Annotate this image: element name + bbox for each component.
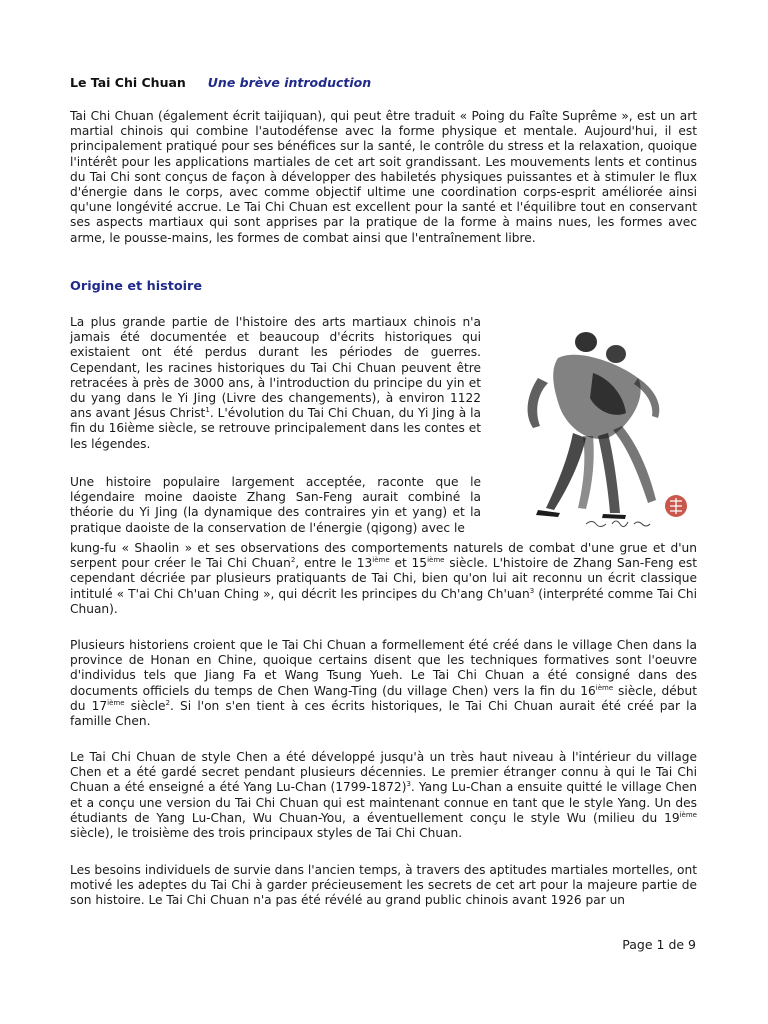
ink-leg-2: [598, 433, 620, 513]
p2-text-d: et 15: [389, 556, 428, 571]
section-heading: Origine et histoire: [70, 279, 203, 294]
p2-text-f: (interprété comme Tai Chi Chuan).: [70, 586, 698, 616]
p3-text-c: siècle: [124, 698, 166, 713]
ink-arm-left: [528, 378, 548, 428]
page-number: Page 1 de 9: [622, 937, 696, 952]
intro-text: Tai Chi Chuan (également écrit taijiquan), qui peut être traduit « Poing du Faîte Suprême », est un art martial chinois qui combine l'autodéfense avec la forme physique et mentale. Aujourd'hui, il est principalement pratiqué pour ses bénéfices sur la santé, le contrôle du stress et la relaxation, quoique l'intérêt pour les applications martiales de cet art soit grandissant. Les mouvements lents et continus du Tai Chi sont conçus de façon à développer des habiletés physiques puissantes et à stimuler le flux d'énergie dans le corps, avec comme objectif ultime une coordination corps-esprit améliorée ainsi qu'une longévité accrue. Le Tai Chi Chuan est excellent pour la santé et l'équilibre tout en conservant ses aspects martiaux qui sont apprises par la pratique de la forme à mains nues, les formes avec arme, le pousse-mains, les formes de combat ainsi que l'entraînement libre.: [70, 109, 697, 245]
history-paragraph-2a: [70, 475, 481, 536]
title-main: Le Tai Chi Chuan: [70, 75, 186, 90]
history-paragraph-3-text: [70, 638, 697, 729]
history-paragraph-2b-text: [70, 541, 697, 617]
footnote-ref: 2: [165, 698, 170, 707]
artist-signature: [586, 521, 650, 527]
ink-leg-1: [546, 433, 586, 510]
p5-text: Les besoins individuels de survie dans l'ancien temps, à travers des aptitudes martiales mortelles, ont motivé les adeptes du Tai Chi à garder précieusement les secrets de cet art pour la majeure partie de son histoire. Le Tai Chi Chuan n'a pas été révélé au grand public chinois avant 1926 par un: [70, 863, 697, 908]
intro-paragraph: [70, 109, 697, 246]
history-paragraph-1-text: [70, 315, 481, 452]
ink-foot-2: [602, 514, 626, 519]
signature-stroke: [586, 521, 650, 527]
p3-text-b: siècle, début du 17: [70, 683, 697, 713]
ordinal-suffix: ième: [372, 556, 390, 565]
ink-head-left: [575, 332, 597, 352]
history-paragraph-4: [70, 750, 697, 841]
footnote-ref: 1: [205, 406, 210, 415]
ink-leg-3: [613, 426, 656, 503]
history-paragraph-2b: [70, 541, 697, 617]
p2-text-a: Une histoire populaire largement acceptée, raconte que le légendaire moine daoiste Zhang San-Feng aurait combiné la théorie du Yi Jing (la dynamique des contraires yin et yang) et la pratique daoiste de la conservation de l'énergie (qigong) avec le: [70, 475, 481, 535]
p2-text-e: siècle. L'histoire de Zhang San-Feng est cependant décriée par plusieurs pratiquants de Tai Chi, bien qu'on lui ait reconnu un écrit classique intitulé « T'ai Chi Ch'uan Ching », qui décrit les principes du Ch'ang Ch'uan: [70, 556, 697, 601]
footnote-ref: 3: [406, 780, 411, 789]
ink-foot-1: [536, 510, 560, 517]
seal-glyph: [670, 498, 682, 514]
p4-text-c: siècle), le troisième des trois principaux styles de Tai Chi Chuan.: [70, 826, 463, 841]
p1-text-a: La plus grande partie de l'histoire des arts martiaux chinois n'a jamais été documentée et beaucoup d'écrits historiques qui existaient ont été perdus durant les périodes de guerres. Cependant, les racines historiques du Tai Chi Chuan peuvent être retracées à près de 3000 ans, à l'introduction du principe du yin et du yang dans le Yi Jing (Livre des changements), à environ 1122 ans avant Jésus Christ: [70, 315, 481, 421]
ordinal-suffix: ième: [595, 683, 614, 692]
p2-text-b: kung-fu « Shaolin » et ses observations des comportements naturels de combat d'une grue et d'un serpent pour créer le Tai Chi Chuan: [70, 541, 697, 571]
p2-text-c: , entre le 13: [295, 556, 373, 571]
ink-head-right: [606, 345, 626, 363]
history-paragraph-3: [70, 638, 697, 729]
title-subtitle: Une brève introduction: [207, 75, 372, 90]
p4-text-a: Le Tai Chi Chuan de style Chen a été développé jusqu'à un très haut niveau à l'intérieur du village Chen et a été gardé secret pendant plusieurs décennies. Le premier étranger connu à qui le Tai Chi Chuan a été enseigné a été Yang Lu-Chan (1799-1872): [70, 750, 697, 795]
red-seal-stamp: [665, 495, 687, 517]
ink-painting-two-figures-icon: [498, 318, 708, 533]
ordinal-suffix: ième: [427, 556, 445, 565]
history-paragraph-4-text: [70, 750, 697, 841]
p4-text-b: . Yang Lu-Chan a ensuite quitté le village Chen et a conçu une version du Tai Chi Chuan qui est maintenant connue en tant que le style Yang. Un des étudiants de Yang Lu-Chan, Wu Chuan-You, a éventuellement conçu le style Wu (milieu du 19: [70, 780, 697, 825]
ordinal-suffix: ième: [107, 698, 125, 707]
footnote-ref: 2: [290, 556, 296, 565]
ordinal-suffix: ième: [679, 810, 697, 819]
document-title: [70, 75, 371, 91]
history-paragraph-5: [70, 863, 697, 909]
ink-painting-svg: [498, 318, 708, 533]
p1-text-b: . L'évolution du Tai Chi Chuan, du Yi Jing à la fin du 16ième siècle, se retrouve principalement dans les contes et les légendes.: [70, 406, 482, 451]
p3-text-d: . Si l'on s'en tient à ces écrits historiques, le Tai Chi Chuan aurait été créé par la famille Chen.: [70, 698, 697, 729]
history-paragraph-1: [70, 315, 481, 452]
footnote-ref: 3: [529, 586, 535, 595]
p3-text-a: Plusieurs historiens croient que le Tai Chi Chuan a formellement été créé dans le village Chen dans la province de Honan en Chine, quoique certains disent que les techniques formatives sont l'oeuvre d'individus tels que Jiang Fa et Wang Tsung Yueh. Le Tai Chi Chuan a été consigné dans des documents officiels du temps de Chen Wang-Ting (du village Chen) vers la fin du 16: [70, 638, 697, 698]
